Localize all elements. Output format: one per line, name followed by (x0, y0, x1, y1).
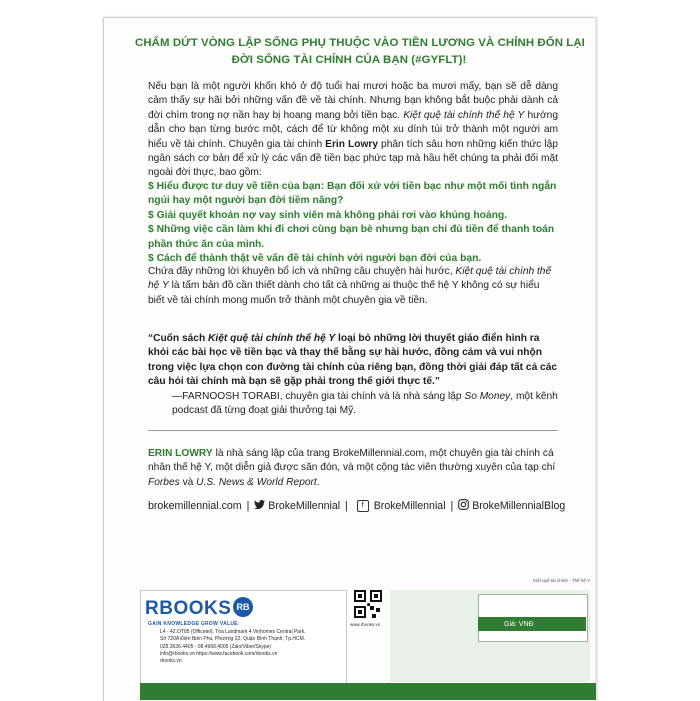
panel-header: Kiệt quệ tài chính - Thế hệ Y (533, 578, 590, 583)
bullet-line: $ Những việc cần làm khi đi chơi cùng bạn bè nhưng bạn chỉ đủ tiền để thanh toán (148, 224, 555, 236)
website-link[interactable]: brokemillennial.com (148, 500, 242, 512)
author-bio-end: . (316, 476, 320, 488)
instagram-handle[interactable]: BrokeMillennialBlog (472, 500, 566, 512)
bullet-line: $ Giải quyết khoản nợ vay sinh viên mà không phải rơi vào khủng hoảng. (148, 209, 508, 221)
magazine-forbes: Forbes (148, 476, 180, 488)
podcast-name-italic: So Money (464, 390, 511, 402)
bullet-list (148, 180, 558, 266)
headline-line-2: ĐỜI SỐNG TÀI CHÍNH CỦA BẠN (#GYFLT)! (231, 54, 467, 66)
testimonial-attribution (148, 390, 558, 419)
twitter-handle[interactable]: BrokeMillennial (268, 500, 341, 512)
publisher-logo-text: RBOOKS (145, 598, 232, 619)
quote-text-1: “Cuốn sách (148, 333, 206, 344)
attribution-text-2: , một kênh podcast đã từng đoạt giải thưởng tại Mỹ. (172, 390, 558, 417)
author-bio-text: là nhà sáng lập của trang BrokeMillennial.com, một chuyên gia tài chính cá nhân thế hệ Y, một diễn giả được săn đón, và một cộng tác viên thường xuyên của tạp chí (148, 448, 556, 474)
testimonial (148, 332, 558, 418)
bullet-line: $ Hiểu được tư duy về tiền của bạn: Bạn đối xử với tiền bạc như một mối tình ngắn (148, 181, 557, 192)
attribution-text-1: , chuyên gia tài chính và là nhà sáng lập (279, 390, 462, 402)
separator: | (345, 500, 348, 512)
qr-url: www.rbooks.vn (350, 622, 381, 627)
summary-text-2: là tấm bản đồ cần thiết dành cho tất cả những ai thuộc thế hệ Y không có sự hiểu biết về tài chính mong muốn trở thành một chuyên gia về tiền. (148, 280, 540, 306)
headline-line-1: CHẤM DỨT VÒNG LẶP SỐNG PHỤ THUỘC VÀO TIỀN LƯƠNG VÀ CHỈNH ĐỐN LẠI (135, 37, 585, 49)
contact-line: 028.3636.4405 - 08.4968.4005 (Zalo/Viber/Skype) (160, 643, 272, 650)
instagram-icon (458, 499, 469, 513)
attribution-name: —FARNOOSH TORABI (172, 390, 280, 402)
contact-line: rbooks.vn (160, 658, 182, 665)
summary-text-1: Chứa đầy những lời khuyên bổ ích và những câu chuyện hài hước, (148, 266, 453, 277)
intro-paragraph (148, 80, 558, 181)
social-links (148, 499, 566, 513)
book-title-italic: Kiệt quệ tài chính thế hệ Y (148, 266, 552, 292)
separator: | (450, 500, 454, 512)
cover-headline (135, 35, 585, 69)
contact-line: info@rbooks.vn https://www.facebook.com/rbooks.vn (160, 650, 278, 657)
intro-text-1: Nếu bạn là một người khốn khó ở độ tuổi hai mươi hoặc ba mươi mấy, bạn sẽ dễ dàng cảm thấy sự hãi bởi những vấn đề về tài chính. Nhưng bạn không bắt buộc phải dành cả đời chìm trong nợ nần hay bị hoang mang bởi tiền bạc. (148, 81, 558, 121)
summary-paragraph (148, 265, 558, 308)
price-label: Giá: VNĐ (504, 621, 534, 628)
author-name-bold: Erin Lowry (325, 138, 379, 150)
cover-edge (595, 17, 598, 700)
bottom-green-strip (140, 683, 596, 700)
contact-line: L4 - 42.OT05 (Officetel), Tòa Landmark 4 Vinhomes Central Park, (160, 629, 306, 635)
testimonial-quote (148, 332, 558, 390)
quote-text-2: loại bỏ những lời thuyết giáo điển hình ra khỏi các bài học về tiền bạc và thay thế bằng sự hài hước, đồng cảm và vui nhộn trong việc lựa chọn con đường tài chính của riêng bạn, đồng thời giải đáp tất cả các câu hỏi tài chính mà bạn sẽ gặp phải trong thế giới thực tế.” (148, 333, 558, 388)
publisher-badge: RB (233, 597, 253, 617)
facebook-icon: f (357, 500, 369, 512)
separator: | (246, 500, 250, 512)
book-title-italic: Kiệt quệ tài chính thế hệ Y (208, 333, 336, 344)
author-bio-name: ERIN LOWRY (148, 448, 213, 459)
author-bio-and: và (182, 476, 194, 488)
contact-line: Số 720A Điện Biên Phủ, Phường 22, Quận Bình Thạnh, Tp.HCM. (160, 636, 306, 643)
publisher-contact (160, 629, 345, 665)
qr-code-icon (354, 590, 382, 618)
book-title-italic: Kiệt quệ tài chính thế hệ Y (403, 109, 525, 121)
intro-text-2: hướng dẫn cho bạn từng bước một, cách để từ không một xu dính túi trở thành một người am hiểu về tài chính. Chuyên gia tài chính (148, 109, 558, 150)
intro-text-3: phân tích sâu hơn những kiến thức lập ngân sách cơ bản để xử lý các vấn đề tiền bạc phức tạp mà hầu hết chúng ta phải đối mặt ngoài đời thực, bao gồm: (148, 138, 558, 179)
bullet-line: $ Cách để thành thật về vấn đề tài chính với người bạn đời của bạn. (148, 253, 482, 265)
twitter-icon (254, 500, 265, 512)
publisher-tagline: GAIN KNOWLEDGE GROW VALUE (148, 621, 238, 627)
author-bio (148, 447, 558, 490)
facebook-handle[interactable]: BrokeMillennial (373, 500, 446, 512)
section-divider (148, 430, 558, 431)
bullet-line: phần thức ăn của mình. (148, 238, 265, 250)
magazine-usnews: U.S. News & World Report (196, 476, 317, 488)
bullet-line: ngủi hay một người bạn đời tiềm năng? (148, 195, 344, 207)
